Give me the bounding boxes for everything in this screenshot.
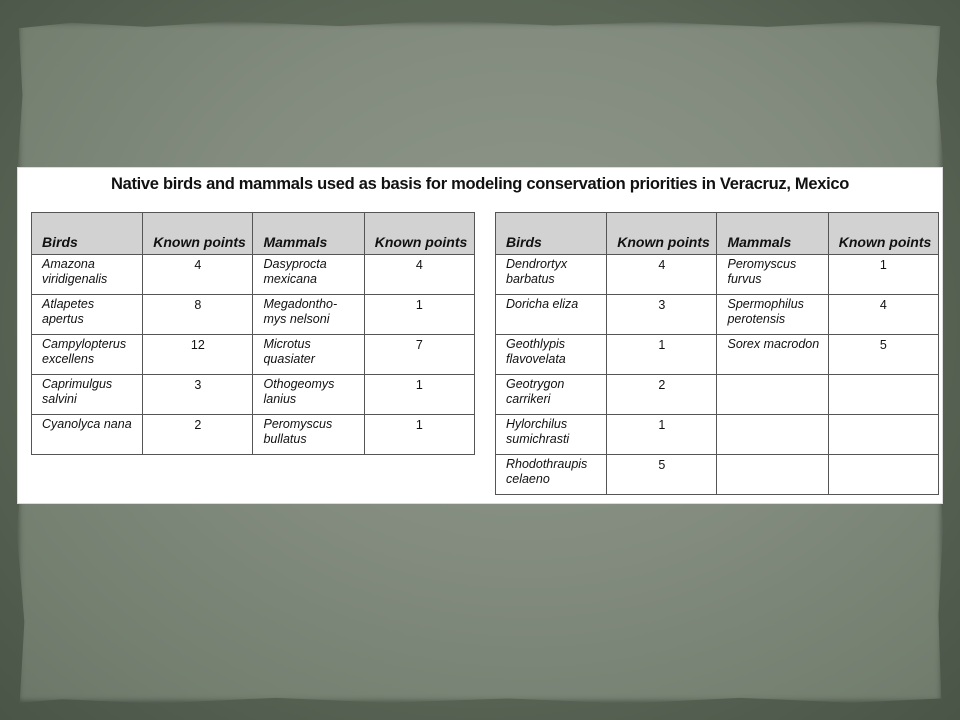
- mammal-name: Othogeomys lanius: [253, 375, 364, 415]
- mammal-name: Sorex macrodon: [717, 335, 828, 375]
- mammal-known-points: 5: [828, 335, 938, 375]
- mammal-known-points: 4: [364, 255, 474, 295]
- bird-known-points: 8: [143, 295, 253, 335]
- bird-known-points: 4: [607, 255, 717, 295]
- figure-title: Native birds and mammals used as basis for modeling conservation priorities in Veracruz, Mexico: [110, 175, 850, 193]
- mammal-known-points: [828, 415, 938, 455]
- mammal-name: [717, 415, 828, 455]
- header-bird-known-points: Known points: [143, 213, 253, 255]
- table-row: [32, 255, 475, 295]
- mammal-known-points: [828, 455, 938, 495]
- header-birds: Birds: [32, 213, 143, 255]
- bird-name: Dendrortyx barbatus: [496, 255, 607, 295]
- mammal-name: Microtus quasiater: [253, 335, 364, 375]
- mammal-known-points: 1: [364, 415, 474, 455]
- bird-name: Geotrygon carrikeri: [496, 375, 607, 415]
- bird-known-points: 3: [607, 295, 717, 335]
- bird-name: Campylopterus excellens: [32, 335, 143, 375]
- bird-known-points: 2: [607, 375, 717, 415]
- header-row: [496, 213, 939, 255]
- mammal-name: Peromyscus furvus: [717, 255, 828, 295]
- table-row: [496, 455, 939, 495]
- bird-name: Hylorchilus sumichrasti: [496, 415, 607, 455]
- bird-known-points: 3: [143, 375, 253, 415]
- mammal-known-points: 1: [364, 375, 474, 415]
- header-mammals: Mammals: [717, 213, 828, 255]
- bird-name: Cyanolyca nana: [32, 415, 143, 455]
- bird-known-points: 5: [607, 455, 717, 495]
- mammal-name: Dasyprocta mexicana: [253, 255, 364, 295]
- bird-known-points: 1: [607, 335, 717, 375]
- bird-name: Amazona viridigenalis: [32, 255, 143, 295]
- mammal-known-points: 4: [828, 295, 938, 335]
- table-figure: [17, 167, 943, 504]
- mammal-name: [717, 375, 828, 415]
- bird-known-points: 4: [143, 255, 253, 295]
- mammal-name: [717, 455, 828, 495]
- table-row: [496, 375, 939, 415]
- mammal-name: Spermophilus perotensis: [717, 295, 828, 335]
- bird-name: Geothlypis flavovelata: [496, 335, 607, 375]
- table-row: [32, 335, 475, 375]
- mammal-known-points: 1: [828, 255, 938, 295]
- header-bird-known-points: Known points: [607, 213, 717, 255]
- mammal-known-points: [828, 375, 938, 415]
- bird-name: Doricha eliza: [496, 295, 607, 335]
- bird-known-points: 2: [143, 415, 253, 455]
- species-table-right: [495, 212, 939, 495]
- mammal-name: Peromyscus bullatus: [253, 415, 364, 455]
- header-mammals: Mammals: [253, 213, 364, 255]
- mammal-name: Megadontho- mys nelsoni: [253, 295, 364, 335]
- mammal-known-points: 1: [364, 295, 474, 335]
- table-row: [32, 415, 475, 455]
- bird-known-points: 1: [607, 415, 717, 455]
- bird-name: Rhodothraupis celaeno: [496, 455, 607, 495]
- table-row: [496, 255, 939, 295]
- bird-known-points: 12: [143, 335, 253, 375]
- header-mammal-known-points: Known points: [828, 213, 938, 255]
- species-table-left: [31, 212, 475, 455]
- table-row: [32, 295, 475, 335]
- table-row: [496, 335, 939, 375]
- table-row: [32, 375, 475, 415]
- header-row: [32, 213, 475, 255]
- bird-name: Caprimulgus salvini: [32, 375, 143, 415]
- header-birds: Birds: [496, 213, 607, 255]
- bird-name: Atlapetes apertus: [32, 295, 143, 335]
- table-row: [496, 295, 939, 335]
- mammal-known-points: 7: [364, 335, 474, 375]
- header-mammal-known-points: Known points: [364, 213, 474, 255]
- table-row: [496, 415, 939, 455]
